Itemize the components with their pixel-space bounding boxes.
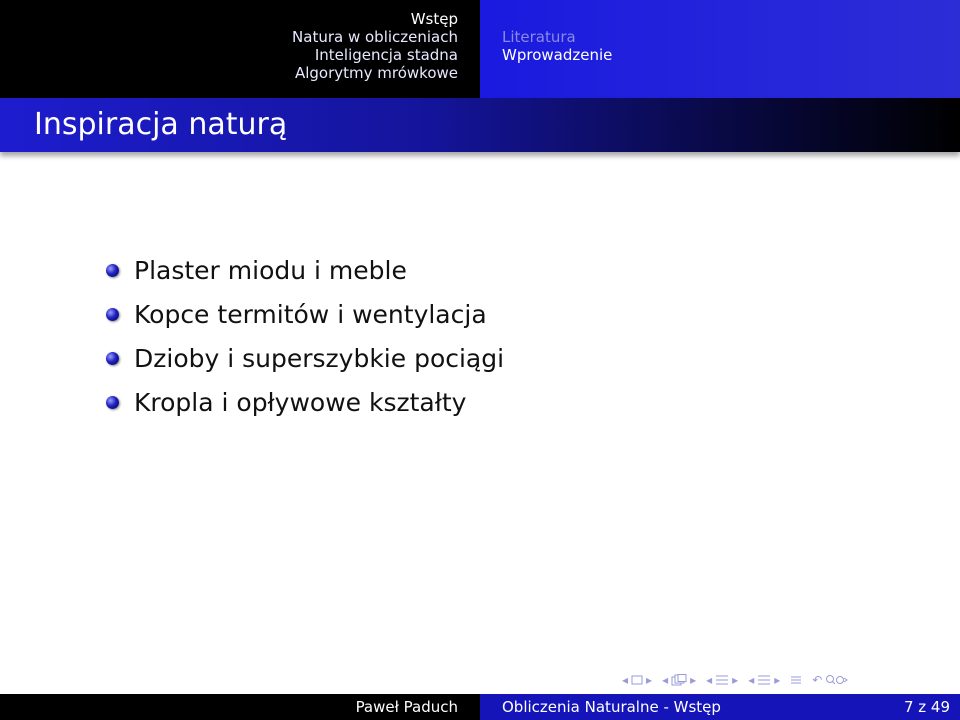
section-next-icon[interactable]: ▸ <box>732 673 739 687</box>
section-prev-icon[interactable]: ◂ <box>706 673 713 687</box>
footer <box>0 694 960 720</box>
document-prev-icon[interactable]: ◂ <box>748 673 755 687</box>
section-link-natura[interactable]: Natura w obliczeniach <box>292 28 458 46</box>
section-icon[interactable] <box>715 674 729 686</box>
bullet-icon <box>106 308 119 321</box>
list-item-text: Kopce termitów i wentylacja <box>134 299 487 329</box>
subsection-prev-icon[interactable]: ◂ <box>662 673 669 687</box>
document-next-icon[interactable]: ▸ <box>774 673 781 687</box>
back-icon[interactable]: ↶ <box>812 673 823 687</box>
content <box>106 248 806 424</box>
document-icon[interactable] <box>757 674 771 686</box>
frame-title: Inspiracja naturą <box>34 107 288 142</box>
subsection-nav <box>480 0 960 98</box>
footer-title: Obliczenia Naturalne - Wstęp <box>480 694 840 720</box>
search-icon[interactable] <box>825 674 849 686</box>
slide-frame-icon[interactable] <box>631 675 643 685</box>
subsection-link-literatura[interactable]: Literatura <box>502 28 576 46</box>
list-item-text: Kropla i opływowe kształty <box>134 387 467 417</box>
list-item-text: Dzioby i superszybkie pociągi <box>134 343 505 373</box>
slide-next-icon[interactable]: ▸ <box>646 673 653 687</box>
section-link-inteligencja[interactable]: Inteligencja stadna <box>314 46 458 64</box>
menu-icon[interactable] <box>790 674 802 686</box>
bullet-icon <box>106 264 119 277</box>
subsection-icon[interactable] <box>671 674 687 686</box>
list-item <box>106 292 806 336</box>
bullet-icon <box>106 396 119 409</box>
frame-title-bar <box>0 98 960 152</box>
subsection-next-icon[interactable]: ▸ <box>690 673 697 687</box>
section-link-algorytmy[interactable]: Algorytmy mrówkowe <box>294 64 458 82</box>
footer-page-number: 7 z 49 <box>840 694 960 720</box>
header-navigation <box>0 0 960 98</box>
section-nav <box>0 0 480 98</box>
navigation-symbols <box>622 670 849 690</box>
footer-author: Paweł Paduch <box>0 694 480 720</box>
list-item-text: Plaster miodu i meble <box>134 255 407 285</box>
list-item <box>106 248 806 292</box>
slide-prev-icon[interactable]: ◂ <box>622 673 629 687</box>
section-link-wstep[interactable]: Wstęp <box>410 10 458 28</box>
list-item <box>106 380 806 424</box>
subsection-link-wprowadzenie[interactable]: Wprowadzenie <box>502 46 613 64</box>
list-item <box>106 336 806 380</box>
bullet-icon <box>106 352 119 365</box>
